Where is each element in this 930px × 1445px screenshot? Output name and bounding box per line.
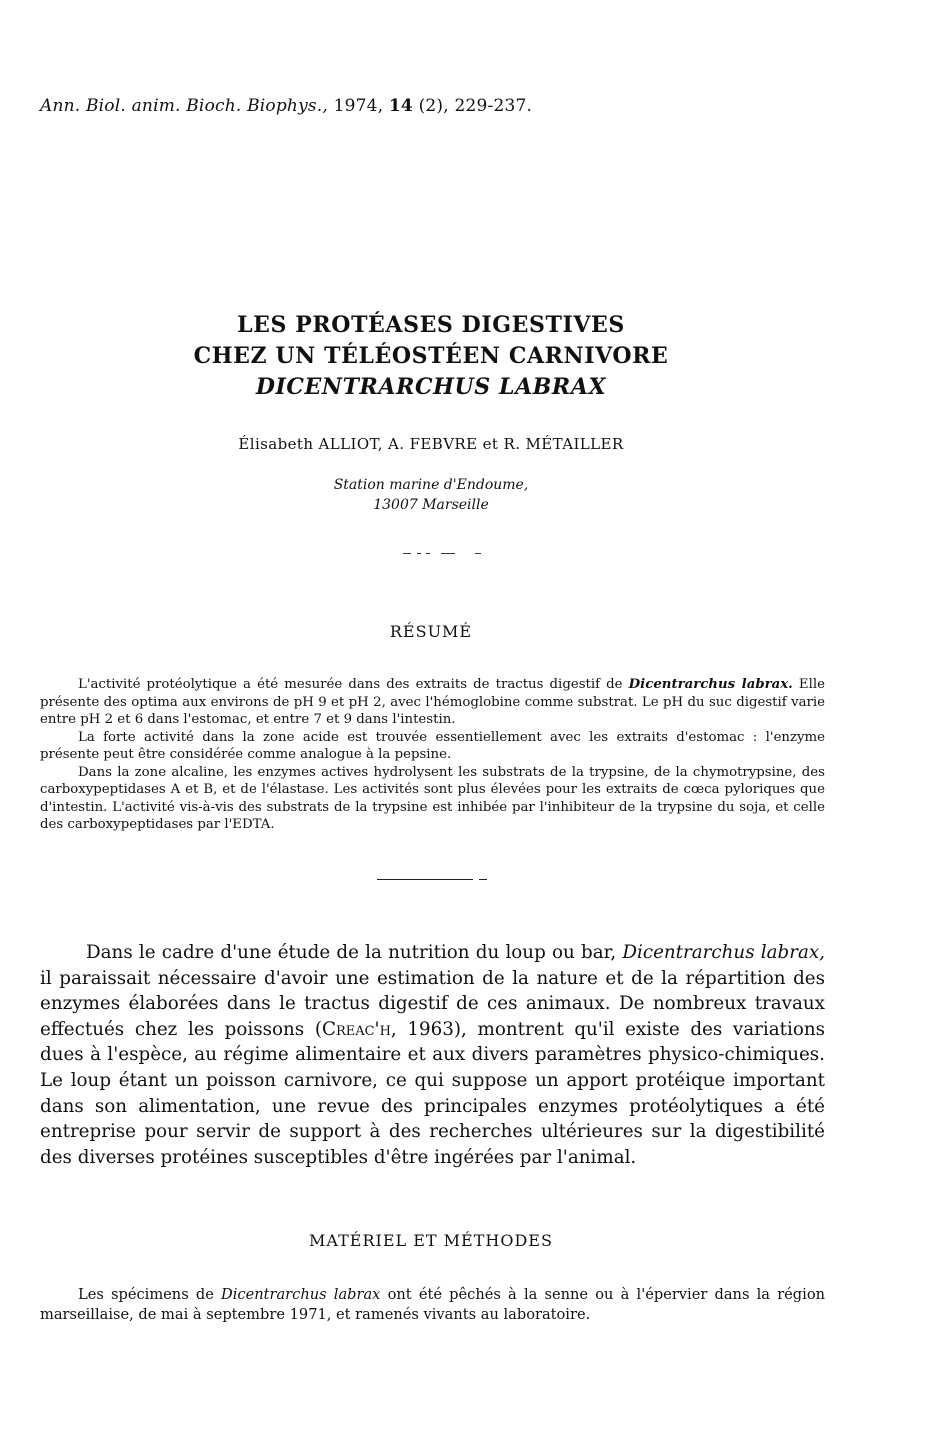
title-line-3: DICENTRARCHUS LABRAX	[255, 374, 607, 400]
affiliation-line-2: 13007 Marseille	[373, 497, 489, 513]
methods-text-b: ont été pêchés à la senne ou à l'épervier dans la région marseillaise, de mai à septembre 1971, et ramenés vivants au laboratoire.	[40, 1286, 826, 1323]
methods-paragraph	[40, 1285, 825, 1324]
intro-citation-author: Creac'h	[321, 1018, 391, 1040]
title-line-1: LES PROTÉASES DIGESTIVES	[237, 312, 625, 338]
intro-text-b: il paraissait nécessaire d'avoir une estimation de la nature et de la répartition des enzymes élaborées dans le tractus digestif de ces animaux. De nombreux travaux effectués chez les poissons (	[40, 967, 825, 1040]
methods-heading: MATÉRIEL ET MÉTHODES	[309, 1231, 553, 1250]
resume-paragraph-1	[40, 676, 825, 729]
methods-section	[40, 1285, 825, 1324]
methods-species: Dicentrarchus labrax	[221, 1286, 381, 1303]
intro-text-a: Dans le cadre d'une étude de la nutrition du loup ou bar,	[86, 942, 623, 963]
separator-rule	[377, 879, 487, 880]
journal-volume: 14	[388, 96, 413, 116]
journal-year: 1974,	[333, 96, 384, 116]
resume-p1-species: Dicentrarchus labrax.	[628, 677, 793, 692]
affiliation-line-1: Station marine d'Endoume,	[333, 477, 529, 493]
intro-species: Dicentrarchus labrax,	[622, 942, 825, 963]
journal-abbrev: Ann. Biol. anim. Bioch. Biophys.,	[40, 96, 329, 116]
resume-heading: RÉSUMÉ	[389, 622, 473, 641]
resume-p1-text: L'activité protéolytique a été mesurée dans des extraits de tractus digestif de	[78, 677, 629, 692]
title-line-2: CHEZ UN TÉLÉOSTÉEN CARNIVORE	[193, 343, 669, 369]
introduction	[40, 940, 825, 1170]
journal-citation	[40, 96, 532, 116]
authors: Élisabeth ALLIOT, A. FEBVRE et R. MÉTAILLER	[238, 435, 624, 453]
journal-issue-pages: (2), 229-237.	[418, 96, 533, 116]
resume-paragraph-3: Dans la zone alcaline, les enzymes actives hydrolysent les substrats de la trypsine, de la chymotrypsine, des carboxypeptidases A et B, et de l'élastase. Les activités sont plus élevées pour les extraits de cœca pyloriques que d'intestin. L'activité vis-à-vis des substrats de la trypsine est inhibée par l'inhibiteur de la trypsine du soja, et celle des carboxypeptidases par l'EDTA.	[40, 764, 825, 832]
methods-text-a: Les spécimens de	[78, 1286, 222, 1303]
intro-text-c: , 1963), montrent qu'il existe des variations dues à l'espèce, au régime alimentaire et aux divers paramètres physico-chimiques. Le loup étant un poisson carnivore, ce qui suppose un apport protéique important dans son alimentation, une revue des principales enzymes protéolytiques a été entreprise pour servir de support à des recherches ultérieures sur la digestibilité des diverses protéines susceptibles d'être ingérées par l'animal.	[40, 1018, 825, 1168]
resume-paragraph-2: La forte activité dans la zone acide est trouvée essentiellement avec les extraits d'estomac : l'enzyme présente peut être considérée comme analogue à la pepsine.	[40, 729, 825, 762]
intro-paragraph	[40, 940, 825, 1170]
separator-dashes	[403, 553, 483, 554]
resume-p1-text-cont: Elle présente des optima aux environs de pH 9 et pH 2, avec l'hémoglobine comme substrat. Le pH du suc digestif varie entre pH 2 et 6 dans l'estomac, et entre 7 et 9 dans l'intestin.	[40, 677, 825, 727]
resume-abstract	[40, 676, 825, 834]
